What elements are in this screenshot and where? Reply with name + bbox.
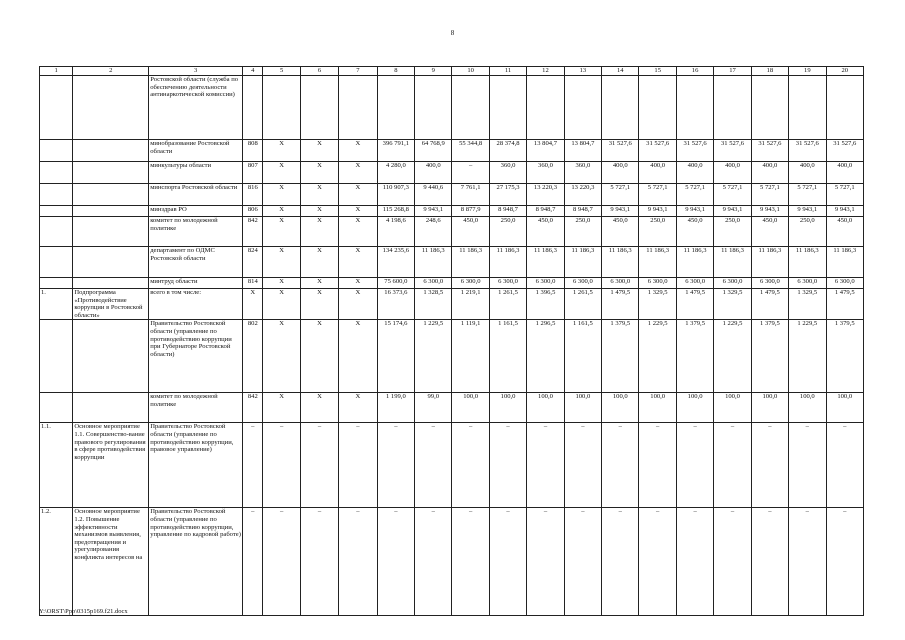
value-cell: 400,0 xyxy=(415,162,452,184)
value-cell: 1 119,1 xyxy=(452,320,489,393)
value-cell: X xyxy=(263,217,300,247)
value-cell: 13 804,7 xyxy=(527,140,564,162)
value-cell: X xyxy=(300,393,338,423)
value-cell: 9 943,1 xyxy=(676,206,713,217)
column-number: 16 xyxy=(676,67,713,76)
value-cell: 11 186,3 xyxy=(789,247,826,278)
value-cell: – xyxy=(452,162,489,184)
value-cell: 1 329,5 xyxy=(639,289,676,320)
item-number xyxy=(40,320,73,393)
value-cell: 1 161,5 xyxy=(489,320,526,393)
value-cell: 6 300,0 xyxy=(415,278,452,289)
value-cell: 11 186,3 xyxy=(826,247,863,278)
value-cell: 802 xyxy=(243,320,263,393)
value-cell: 6 300,0 xyxy=(639,278,676,289)
column-number: 19 xyxy=(789,67,826,76)
program-name xyxy=(73,140,149,162)
value-cell xyxy=(714,76,751,140)
value-cell: 6 300,0 xyxy=(564,278,601,289)
value-cell: 11 186,3 xyxy=(452,247,489,278)
value-cell: 400,0 xyxy=(714,162,751,184)
value-cell: 5 727,1 xyxy=(602,184,639,206)
value-cell: 6 300,0 xyxy=(714,278,751,289)
table-row xyxy=(40,206,864,217)
value-cell: X xyxy=(339,278,377,289)
value-cell: 100,0 xyxy=(564,393,601,423)
value-cell: 5 727,1 xyxy=(789,184,826,206)
value-cell xyxy=(263,76,300,140)
program-name xyxy=(73,206,149,217)
executor-name: Правительство Ростовской области (управление по противодействию коррупции при Губернаторе Ростовской области) xyxy=(149,320,243,393)
program-name: Подпрограмма «Противодействие коррупции в Ростовской области» xyxy=(73,289,149,320)
column-number: 6 xyxy=(300,67,338,76)
item-number xyxy=(40,393,73,423)
value-cell: 6 300,0 xyxy=(527,278,564,289)
value-cell: 250,0 xyxy=(714,217,751,247)
value-cell xyxy=(489,76,526,140)
value-cell: – xyxy=(377,508,414,616)
value-cell: – xyxy=(527,423,564,508)
value-cell: 55 344,8 xyxy=(452,140,489,162)
value-cell: X xyxy=(263,162,300,184)
value-cell: – xyxy=(826,423,863,508)
value-cell: – xyxy=(415,508,452,616)
item-number xyxy=(40,184,73,206)
value-cell: – xyxy=(263,508,300,616)
value-cell: 100,0 xyxy=(826,393,863,423)
value-cell: 1 329,5 xyxy=(714,289,751,320)
value-cell: 9 943,1 xyxy=(415,206,452,217)
value-cell: 808 xyxy=(243,140,263,162)
program-name xyxy=(73,184,149,206)
column-number: 1 xyxy=(40,67,73,76)
value-cell: 1 379,5 xyxy=(751,320,788,393)
value-cell xyxy=(676,76,713,140)
value-cell: 31 527,6 xyxy=(676,140,713,162)
value-cell: X xyxy=(263,393,300,423)
value-cell: 6 300,0 xyxy=(789,278,826,289)
executor-name: минобразование Ростовской области xyxy=(149,140,243,162)
value-cell: X xyxy=(300,289,338,320)
value-cell: 450,0 xyxy=(527,217,564,247)
value-cell: 11 186,3 xyxy=(676,247,713,278)
value-cell: – xyxy=(676,508,713,616)
executor-name: комитет по молодежной политике xyxy=(149,393,243,423)
executor-name: минздрав РО xyxy=(149,206,243,217)
value-cell: 31 527,6 xyxy=(826,140,863,162)
value-cell: 100,0 xyxy=(639,393,676,423)
column-number: 17 xyxy=(714,67,751,76)
table-row xyxy=(40,423,864,508)
value-cell: 100,0 xyxy=(527,393,564,423)
item-number xyxy=(40,247,73,278)
value-cell: 4 198,6 xyxy=(377,217,414,247)
value-cell: 450,0 xyxy=(452,217,489,247)
value-cell: X xyxy=(300,247,338,278)
value-cell: X xyxy=(300,184,338,206)
value-cell: – xyxy=(300,423,338,508)
value-cell: 250,0 xyxy=(564,217,601,247)
value-cell: 400,0 xyxy=(639,162,676,184)
value-cell: 9 943,1 xyxy=(789,206,826,217)
value-cell: 100,0 xyxy=(602,393,639,423)
value-cell: 450,0 xyxy=(751,217,788,247)
program-name: Основное мероприятие 1.2. Повышение эффективности механизмов выявления, предотвращения и урегулирования конфликта интересов на xyxy=(73,508,149,616)
value-cell: 248,6 xyxy=(415,217,452,247)
value-cell: 842 xyxy=(243,393,263,423)
value-cell: 11 186,3 xyxy=(602,247,639,278)
executor-name: Ростовской области (служба по обеспечению деятельности антинаркотической комиссии) xyxy=(149,76,243,140)
column-number: 10 xyxy=(452,67,489,76)
value-cell: – xyxy=(243,423,263,508)
value-cell: 13 220,3 xyxy=(564,184,601,206)
value-cell: 6 300,0 xyxy=(452,278,489,289)
value-cell: X xyxy=(300,320,338,393)
value-cell: – xyxy=(527,508,564,616)
table-row xyxy=(40,508,864,616)
value-cell: X xyxy=(339,393,377,423)
value-cell: 400,0 xyxy=(602,162,639,184)
value-cell: 28 374,8 xyxy=(489,140,526,162)
value-cell: 1 479,5 xyxy=(826,289,863,320)
value-cell: 100,0 xyxy=(489,393,526,423)
value-cell: 6 300,0 xyxy=(826,278,863,289)
value-cell: – xyxy=(751,423,788,508)
item-number xyxy=(40,217,73,247)
item-number: 1.2. xyxy=(40,508,73,616)
value-cell: 100,0 xyxy=(676,393,713,423)
value-cell: – xyxy=(263,423,300,508)
program-name xyxy=(73,278,149,289)
value-cell: 16 373,6 xyxy=(377,289,414,320)
value-cell: 1 229,5 xyxy=(714,320,751,393)
column-number: 7 xyxy=(339,67,377,76)
program-name xyxy=(73,393,149,423)
table-row xyxy=(40,184,864,206)
executor-name: Правительство Ростовской области (управление по противодействию коррупции, правовое управление) xyxy=(149,423,243,508)
value-cell: 9 943,1 xyxy=(826,206,863,217)
program-name xyxy=(73,217,149,247)
table-row xyxy=(40,393,864,423)
value-cell: 110 907,3 xyxy=(377,184,414,206)
value-cell xyxy=(751,76,788,140)
column-number: 8 xyxy=(377,67,414,76)
value-cell: – xyxy=(639,423,676,508)
value-cell: 11 186,3 xyxy=(714,247,751,278)
program-name xyxy=(73,320,149,393)
value-cell: 1 479,5 xyxy=(751,289,788,320)
value-cell: 99,0 xyxy=(415,393,452,423)
value-cell: 400,0 xyxy=(826,162,863,184)
value-cell: 1 328,5 xyxy=(415,289,452,320)
value-cell: 8 948,7 xyxy=(564,206,601,217)
value-cell: 450,0 xyxy=(602,217,639,247)
value-cell: 5 727,1 xyxy=(639,184,676,206)
column-number: 14 xyxy=(602,67,639,76)
value-cell: X xyxy=(263,320,300,393)
value-cell: 824 xyxy=(243,247,263,278)
value-cell: 5 727,1 xyxy=(714,184,751,206)
value-cell: – xyxy=(415,423,452,508)
value-cell xyxy=(452,76,489,140)
value-cell: X xyxy=(339,217,377,247)
value-cell: – xyxy=(377,423,414,508)
value-cell: 100,0 xyxy=(751,393,788,423)
table-row xyxy=(40,140,864,162)
value-cell: 1 161,5 xyxy=(564,320,601,393)
value-cell: 1 479,5 xyxy=(602,289,639,320)
table-row xyxy=(40,162,864,184)
value-cell: – xyxy=(714,423,751,508)
value-cell: 1 261,5 xyxy=(489,289,526,320)
value-cell: 400,0 xyxy=(751,162,788,184)
value-cell: 100,0 xyxy=(789,393,826,423)
table-row xyxy=(40,320,864,393)
value-cell: 31 527,6 xyxy=(602,140,639,162)
program-name xyxy=(73,76,149,140)
value-cell: 250,0 xyxy=(639,217,676,247)
executor-name: минкультуры области xyxy=(149,162,243,184)
value-cell: 1 261,5 xyxy=(564,289,601,320)
value-cell: 806 xyxy=(243,206,263,217)
value-cell xyxy=(377,76,414,140)
value-cell: 9 943,1 xyxy=(602,206,639,217)
value-cell: X xyxy=(339,162,377,184)
value-cell: 814 xyxy=(243,278,263,289)
value-cell: 11 186,3 xyxy=(489,247,526,278)
value-cell: – xyxy=(789,423,826,508)
table-row xyxy=(40,247,864,278)
value-cell: 100,0 xyxy=(452,393,489,423)
value-cell: 11 186,3 xyxy=(415,247,452,278)
value-cell: X xyxy=(300,206,338,217)
value-cell: X xyxy=(263,140,300,162)
column-number: 13 xyxy=(564,67,601,76)
value-cell: 100,0 xyxy=(714,393,751,423)
value-cell: 134 235,6 xyxy=(377,247,414,278)
value-cell: – xyxy=(826,508,863,616)
value-cell: 4 280,0 xyxy=(377,162,414,184)
value-cell: 11 186,3 xyxy=(639,247,676,278)
value-cell: – xyxy=(714,508,751,616)
column-number: 3 xyxy=(149,67,243,76)
value-cell: 807 xyxy=(243,162,263,184)
item-number xyxy=(40,140,73,162)
value-cell: 9 943,1 xyxy=(714,206,751,217)
value-cell: 250,0 xyxy=(489,217,526,247)
value-cell: 1 379,5 xyxy=(676,320,713,393)
table-row xyxy=(40,289,864,320)
value-cell: – xyxy=(489,508,526,616)
value-cell: X xyxy=(300,140,338,162)
item-number: 1.1. xyxy=(40,423,73,508)
value-cell: – xyxy=(789,508,826,616)
executor-name: всего в том числе: xyxy=(149,289,243,320)
value-cell: X xyxy=(300,217,338,247)
value-cell: 15 174,6 xyxy=(377,320,414,393)
value-cell: X xyxy=(263,289,300,320)
value-cell: – xyxy=(564,423,601,508)
program-name xyxy=(73,162,149,184)
value-cell: 1 199,0 xyxy=(377,393,414,423)
value-cell xyxy=(339,76,377,140)
column-number: 11 xyxy=(489,67,526,76)
value-cell: 13 804,7 xyxy=(564,140,601,162)
value-cell: 450,0 xyxy=(676,217,713,247)
value-cell: X xyxy=(300,162,338,184)
value-cell: X xyxy=(339,140,377,162)
item-number xyxy=(40,162,73,184)
budget-table xyxy=(39,66,864,616)
value-cell: – xyxy=(676,423,713,508)
value-cell: X xyxy=(339,184,377,206)
value-cell: X xyxy=(339,289,377,320)
value-cell: – xyxy=(489,423,526,508)
value-cell xyxy=(415,76,452,140)
file-path-footer: Y:\ORST\Ppo\0315p169.f21.docx xyxy=(39,608,128,615)
item-number: 1. xyxy=(40,289,73,320)
value-cell: 400,0 xyxy=(676,162,713,184)
value-cell: 8 948,7 xyxy=(489,206,526,217)
value-cell: – xyxy=(339,423,377,508)
value-cell: 450,0 xyxy=(826,217,863,247)
value-cell: 1 229,5 xyxy=(789,320,826,393)
column-number: 2 xyxy=(73,67,149,76)
page-number: 8 xyxy=(450,29,455,37)
value-cell: X xyxy=(263,278,300,289)
value-cell: 1 379,5 xyxy=(826,320,863,393)
value-cell: 250,0 xyxy=(789,217,826,247)
executor-name: Правительство Ростовской области (управление по противодействию коррупции, управление по кадровой работе) xyxy=(149,508,243,616)
value-cell: 1 296,5 xyxy=(527,320,564,393)
value-cell: – xyxy=(602,508,639,616)
value-cell: – xyxy=(602,423,639,508)
executor-name: минспорта Ростовской области xyxy=(149,184,243,206)
executor-name: комитет по молодежной политике xyxy=(149,217,243,247)
value-cell: 6 300,0 xyxy=(676,278,713,289)
column-number: 18 xyxy=(751,67,788,76)
value-cell: 7 761,1 xyxy=(452,184,489,206)
column-number: 4 xyxy=(243,67,263,76)
value-cell: 9 943,1 xyxy=(751,206,788,217)
value-cell: 1 479,5 xyxy=(676,289,713,320)
value-cell: – xyxy=(243,508,263,616)
value-cell xyxy=(527,76,564,140)
executor-name: минтруд области xyxy=(149,278,243,289)
value-cell: X xyxy=(339,247,377,278)
value-cell xyxy=(789,76,826,140)
value-cell xyxy=(300,76,338,140)
value-cell: 9 440,6 xyxy=(415,184,452,206)
value-cell: 75 600,0 xyxy=(377,278,414,289)
value-cell: X xyxy=(263,247,300,278)
column-number: 9 xyxy=(415,67,452,76)
value-cell: 6 300,0 xyxy=(751,278,788,289)
value-cell: 8 877,9 xyxy=(452,206,489,217)
value-cell xyxy=(826,76,863,140)
item-number xyxy=(40,278,73,289)
value-cell: 6 300,0 xyxy=(489,278,526,289)
value-cell: 360,0 xyxy=(527,162,564,184)
value-cell xyxy=(243,76,263,140)
value-cell: 842 xyxy=(243,217,263,247)
value-cell: 8 948,7 xyxy=(527,206,564,217)
value-cell xyxy=(602,76,639,140)
value-cell: 5 727,1 xyxy=(751,184,788,206)
column-number: 5 xyxy=(263,67,300,76)
table-row xyxy=(40,217,864,247)
value-cell: X xyxy=(339,206,377,217)
value-cell: 1 219,1 xyxy=(452,289,489,320)
value-cell: 27 175,3 xyxy=(489,184,526,206)
column-number: 20 xyxy=(826,67,863,76)
value-cell: 11 186,3 xyxy=(751,247,788,278)
value-cell: 816 xyxy=(243,184,263,206)
value-cell: 396 791,1 xyxy=(377,140,414,162)
value-cell: 360,0 xyxy=(564,162,601,184)
table-row xyxy=(40,76,864,140)
value-cell: X xyxy=(263,184,300,206)
value-cell: 64 768,9 xyxy=(415,140,452,162)
value-cell: 1 229,5 xyxy=(639,320,676,393)
item-number xyxy=(40,206,73,217)
value-cell: X xyxy=(339,320,377,393)
value-cell: X xyxy=(243,289,263,320)
value-cell: 1 329,5 xyxy=(789,289,826,320)
value-cell xyxy=(639,76,676,140)
value-cell: 31 527,6 xyxy=(751,140,788,162)
value-cell: 11 186,3 xyxy=(527,247,564,278)
value-cell: 6 300,0 xyxy=(602,278,639,289)
value-cell: 400,0 xyxy=(789,162,826,184)
value-cell: 1 379,5 xyxy=(602,320,639,393)
value-cell: – xyxy=(339,508,377,616)
value-cell: – xyxy=(564,508,601,616)
value-cell: 31 527,6 xyxy=(639,140,676,162)
value-cell: 13 220,3 xyxy=(527,184,564,206)
item-number xyxy=(40,76,73,140)
value-cell: 31 527,6 xyxy=(714,140,751,162)
value-cell: 5 727,1 xyxy=(676,184,713,206)
value-cell: 115 268,8 xyxy=(377,206,414,217)
header-row xyxy=(40,67,864,76)
value-cell: X xyxy=(300,278,338,289)
value-cell: 11 186,3 xyxy=(564,247,601,278)
executor-name: департамент по ОДМС Ростовской области xyxy=(149,247,243,278)
value-cell: 360,0 xyxy=(489,162,526,184)
program-name: Основное мероприятие 1.1. Совершенство-вание правового регулирования в сфере противодействия коррупции xyxy=(73,423,149,508)
value-cell: – xyxy=(452,508,489,616)
program-name xyxy=(73,247,149,278)
column-number: 15 xyxy=(639,67,676,76)
value-cell: – xyxy=(751,508,788,616)
value-cell: – xyxy=(300,508,338,616)
value-cell: 1 229,5 xyxy=(415,320,452,393)
column-number: 12 xyxy=(527,67,564,76)
value-cell: – xyxy=(639,508,676,616)
value-cell: 31 527,6 xyxy=(789,140,826,162)
value-cell: 5 727,1 xyxy=(826,184,863,206)
value-cell: 1 396,5 xyxy=(527,289,564,320)
value-cell: X xyxy=(263,206,300,217)
value-cell: – xyxy=(452,423,489,508)
table-row xyxy=(40,278,864,289)
value-cell xyxy=(564,76,601,140)
value-cell: 9 943,1 xyxy=(639,206,676,217)
